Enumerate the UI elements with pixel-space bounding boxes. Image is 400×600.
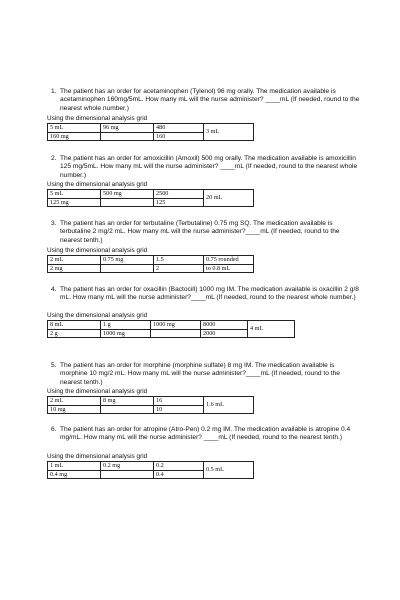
question-number: 1. [51, 88, 57, 95]
grid-row [48, 190, 254, 199]
grid-cell: 125 [154, 198, 204, 207]
answer-cell: 3 mL [204, 124, 254, 141]
grid-cell: 1 g [101, 321, 151, 330]
grid-cell: 2 mL [48, 256, 101, 265]
answer-cell: 20 mL [204, 190, 254, 207]
answer-cell: 1.6 mL [204, 397, 254, 414]
grid-cell [101, 198, 154, 207]
grid-cell: 160 [154, 132, 204, 141]
question-number: 6. [51, 426, 57, 433]
question-text: 4. The patient has an order for oxacillin (Bactocill) 1000 mg IM. The medication available is oxacillin 2 g/8 mL. How many mL will the nurse administer?____mL (If needed, round to the nearest whole number.) [51, 286, 359, 302]
question-number: 3. [51, 220, 57, 227]
grid-cell: 1 mL [48, 462, 101, 471]
grid-row [48, 462, 254, 471]
grid-row [48, 264, 254, 273]
grid-label: Using the dimensional analysis grid [47, 181, 148, 188]
grid-cell: 8000 [201, 321, 248, 330]
grid-cell: 10 mg [48, 405, 101, 414]
grid-row [48, 256, 254, 265]
grid-cell: 160 mg [48, 132, 101, 141]
grid-cell: 125 mg [48, 198, 101, 207]
grid-cell: 0.4 mg [48, 470, 101, 479]
question-text: 1. The patient has an order for acetaminophen (Tylenol) 96 mg orally. The medication available is acetaminophen 160mg/5mL. How many mL will the nurse administer? ____mL (If needed, round to the nearest whole number.) [51, 88, 360, 112]
grid-row [48, 321, 295, 330]
grid-cell: 5 mL [48, 190, 101, 199]
grid-cell: 1000 mg [151, 321, 201, 330]
answer-cell-line: to 0.8 mL [204, 264, 254, 273]
grid-cell: 0.4 [154, 470, 204, 479]
question-number: 2. [51, 155, 57, 162]
grid-cell: 2 mg [48, 264, 101, 273]
grid-row [48, 124, 254, 133]
question-text: 3. The patient has an order for terbutaline (Terbutaline) 0.75 mg SQ. The medication available is terbutaline 2 mg/2 mL. How many mL will the nurse administer?____mL (If needed, round to the nearest tenth.) [51, 220, 340, 244]
grid-label: Using the dimensional analysis grid [47, 388, 148, 395]
grid-cell: 1000 mg [101, 329, 151, 338]
question-text: 5. The patient has an order for morphine (morphine sulfate) 8 mg IM. The medication available is morphine 10 mg/2 mL. How many mL will the nurse administer?____mL (If needed, round to the nearest tenth.) [51, 362, 340, 386]
grid-cell: 480 [154, 124, 204, 133]
grid-cell: 2 mL [48, 397, 101, 406]
grid-cell [101, 470, 154, 479]
grid-cell: 5 mL [48, 124, 101, 133]
dimensional-analysis-grid [47, 123, 254, 141]
question-text: 2. The patient has an order for amoxicillin (Amoxil) 500 mg orally. The medication available is amoxicillin 125 mg/5mL. How many mL will the nurse administer? ____mL (If needed, round to the nearest whole number.) [51, 155, 358, 179]
grid-label: Using the dimensional analysis grid [47, 453, 148, 460]
grid-cell: 0.75 mg [101, 256, 154, 265]
dimensional-analysis-grid [47, 396, 254, 414]
grid-label: Using the dimensional analysis grid [47, 115, 148, 122]
answer-cell: 0.5 mL [204, 462, 254, 479]
grid-cell [101, 405, 154, 414]
grid-cell: 16 [154, 397, 204, 406]
grid-cell: 8 mL [48, 321, 101, 330]
grid-cell: 10 [154, 405, 204, 414]
grid-cell: 2000 [201, 329, 248, 338]
grid-cell: 2500 [154, 190, 204, 199]
grid-cell: 1.5 [154, 256, 204, 265]
grid-label: Using the dimensional analysis grid [47, 247, 148, 254]
dimensional-analysis-grid [47, 255, 254, 273]
grid-cell: 96 mg [101, 124, 154, 133]
grid-cell: 2 [154, 264, 204, 273]
dimensional-analysis-grid [47, 461, 254, 479]
question-number: 4. [51, 286, 57, 293]
grid-cell: 500 mg [101, 190, 154, 199]
dimensional-analysis-grid [47, 189, 254, 207]
grid-cell: 2 g [48, 329, 101, 338]
grid-label: Using the dimensional analysis grid [47, 312, 148, 319]
answer-cell-line: 0.75 rounded [204, 256, 254, 265]
grid-cell [101, 264, 154, 273]
dimensional-analysis-grid [47, 320, 295, 338]
answer-cell: 4 mL [248, 321, 295, 338]
question-number: 5. [51, 362, 57, 369]
grid-cell [151, 329, 201, 338]
question-text: 6. The patient has an order for atropine (Atro-Pen) 0.2 mg IM. The medication available is atropine 0.4 mg/mL. How many mL will the nurse administer? ____mL (If needed, round to the nearest tenth.) [51, 426, 351, 442]
grid-cell: 8 mg [101, 397, 154, 406]
grid-cell [101, 132, 154, 141]
grid-cell: 0.2 [154, 462, 204, 471]
grid-cell: 0.2 mg [101, 462, 154, 471]
grid-row [48, 397, 254, 406]
